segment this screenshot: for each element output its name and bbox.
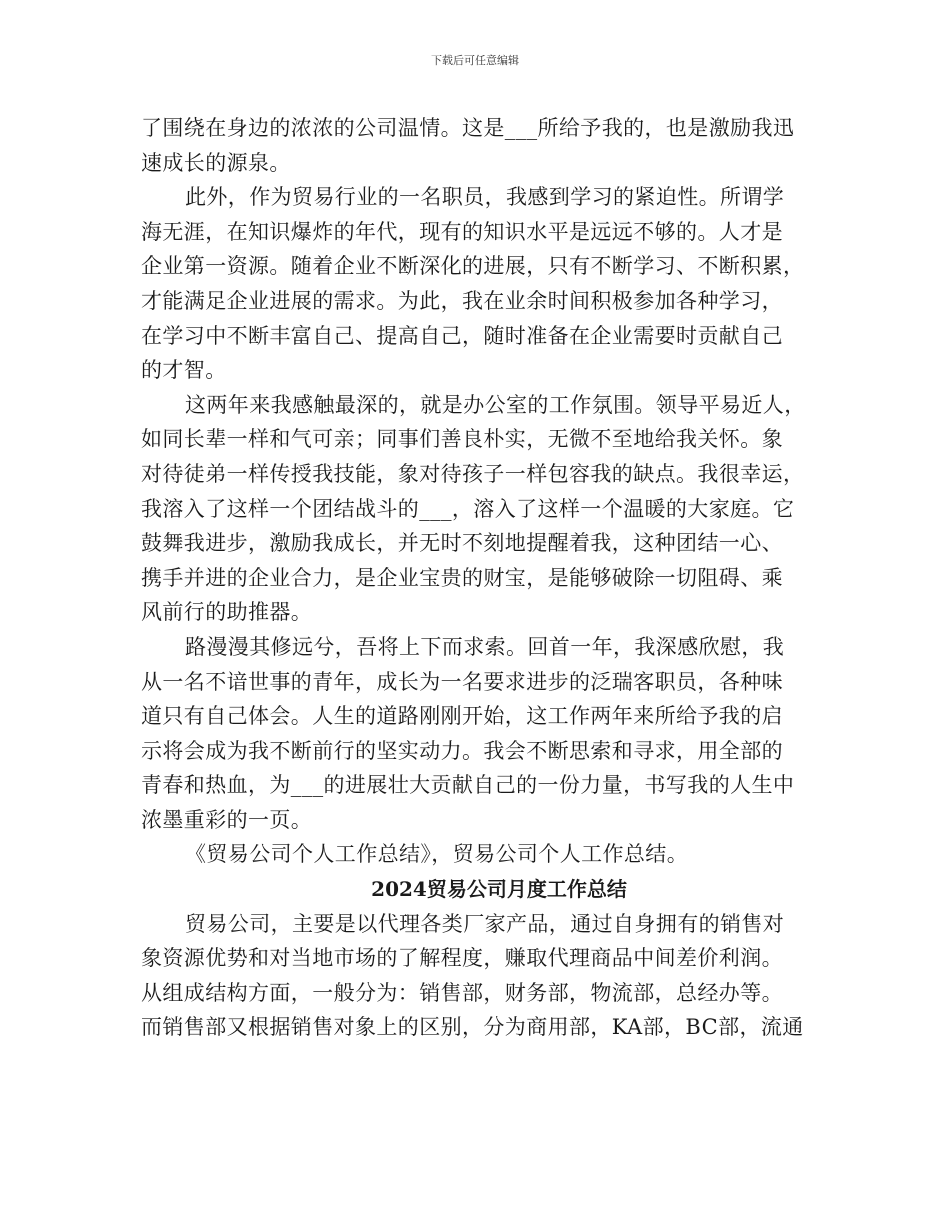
text-line: 这两年来我感触最深的，就是办公室的工作氛围。领导平易近人， xyxy=(185,392,806,417)
text-line: 海无涯，在知识爆炸的年代，现有的知识水平是远远不够的。人才是 xyxy=(141,219,783,244)
text-line: 我溶入了这样一个团结战斗的___，溶入了这样一个温暖的大家庭。它 xyxy=(141,496,795,521)
text-line: 才能满足企业进展的需求。为此，我在业余时间积极参加各种学习， xyxy=(141,288,783,313)
text-line: 从组成结构方面，一般分为：销售部，财务部，物流部，总经办等。 xyxy=(141,980,783,1005)
text-line: 携手并进的企业合力，是企业宝贵的财宝，是能够破除一切阻碍、乘 xyxy=(141,565,783,590)
text-line: 对待徒弟一样传授我技能，象对待孩子一样包容我的缺点。我很幸运， xyxy=(141,461,805,486)
text-line: 从一名不谙世事的青年，成长为一名要求进步的泛瑞客职员，各种味 xyxy=(141,669,783,694)
text-line: 示将会成为我不断前行的坚实动力。我会不断思索和寻求，用全部的 xyxy=(141,738,783,763)
text-line: 鼓舞我进步，激励我成长，并无时不刻地提醒着我，这种团结一心、 xyxy=(141,531,783,556)
text-line: 路漫漫其修远兮，吾将上下而求索。回首一年，我深感欣慰，我 xyxy=(185,634,785,659)
document-body xyxy=(141,111,817,1045)
text-line: 而销售部又根据销售对象上的区别，分为商用部，KA部，BC部，流通 xyxy=(141,1015,804,1040)
text-line: 道只有自己体会。人生的道路刚刚开始，这工作两年来所给予我的启 xyxy=(141,704,783,729)
text-line: 企业第一资源。随着企业不断深化的进展，只有不断学习、不断积累， xyxy=(141,254,805,279)
text-line: 在学习中不断丰富自己、提高自己，随时准备在企业需要时贡献自己 xyxy=(141,323,783,348)
text-line: 速成长的源泉。 xyxy=(141,150,291,175)
text-line: 此外，作为贸易行业的一名职员，我感到学习的紧迫性。所谓学 xyxy=(185,185,785,210)
text-line: 《贸易公司个人工作总结》，贸易公司个人工作总结。 xyxy=(185,842,689,867)
page-header: 下载后可任意编辑 xyxy=(431,54,519,67)
text-line: 了围绕在身边的浓浓的公司温情。这是___所给予我的，也是激励我迅 xyxy=(141,116,795,140)
text-line: 象资源优势和对当地市场的了解程度，赚取代理商品中间差价利润。 xyxy=(141,946,783,971)
text-line: 青春和热血，为___的进展壮大贡献自己的一份力量，书写我的人生中 xyxy=(141,773,795,798)
text-line: 如同长辈一样和气可亲；同事们善良朴实，无微不至地给我关怀。象 xyxy=(141,427,783,452)
text-line: 贸易公司，主要是以代理各类厂家产品，通过自身拥有的销售对 xyxy=(185,911,785,936)
text-line: 浓墨重彩的一页。 xyxy=(141,807,313,832)
section-title: 2024贸易公司月度工作总结 xyxy=(371,877,627,902)
text-line: 风前行的助推器。 xyxy=(141,600,313,625)
text-line: 的才智。 xyxy=(141,358,227,383)
